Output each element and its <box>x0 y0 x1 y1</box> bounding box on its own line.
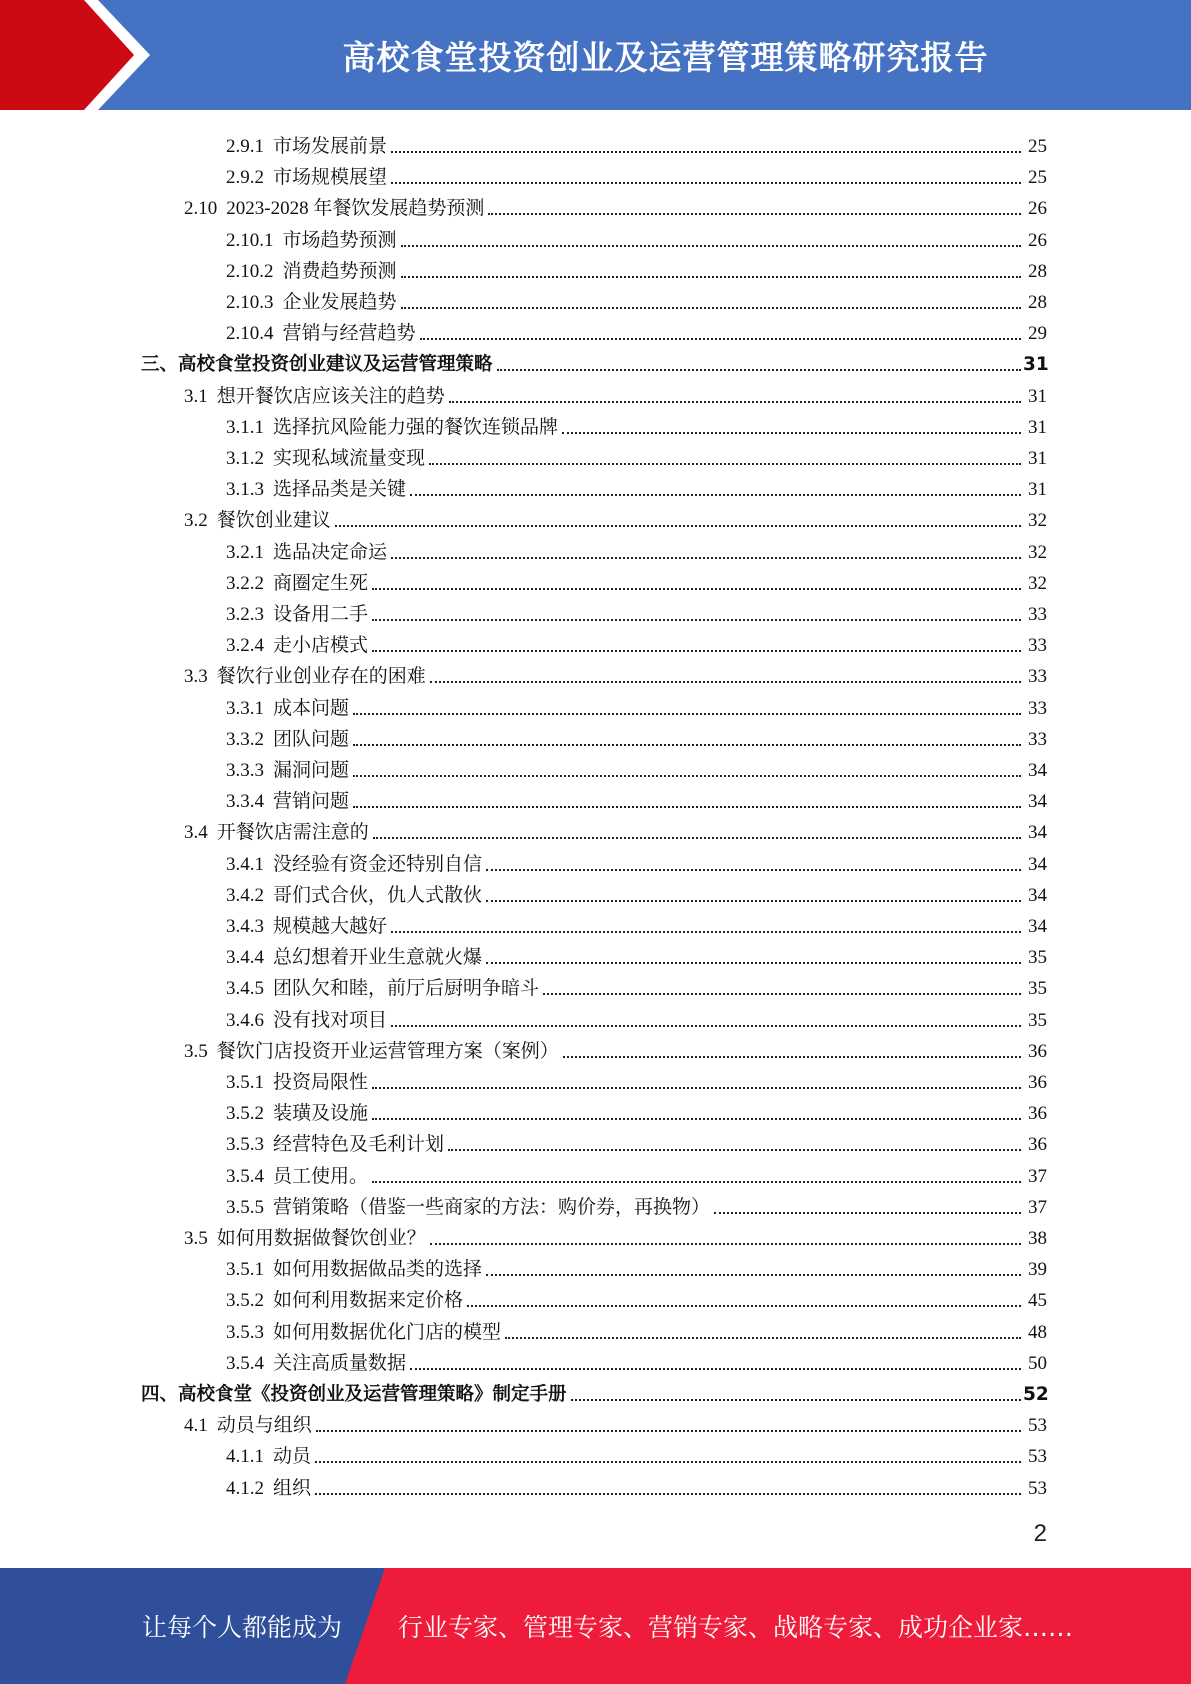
toc-entry-page: 26 <box>1028 229 1047 251</box>
toc-entry-title: 走小店模式 <box>273 635 369 657</box>
footer-slogan-right: 行业专家、管理专家、营销专家、战略专家、成功企业家…… <box>398 1613 1074 1642</box>
toc-dot-leader <box>391 557 1021 559</box>
toc-dot-leader <box>391 151 1021 153</box>
toc-entry-label <box>226 1445 315 1469</box>
toc-entry-label <box>226 1321 505 1345</box>
toc-entry-title: 市场规模展望 <box>273 167 388 189</box>
toc-dot-leader <box>410 494 1021 496</box>
toc-entry-label <box>226 291 401 315</box>
toc-entry[interactable] <box>226 1470 1047 1501</box>
toc-entry-title: 员工使用。 <box>273 1165 369 1187</box>
toc-entry-number: 2.9.2 <box>226 167 264 189</box>
toc-entry-label <box>226 1196 714 1220</box>
toc-dot-leader <box>497 369 1021 371</box>
toc-entry-title: 动员 <box>273 1446 312 1468</box>
toc-entry-page: 31 <box>1028 416 1047 438</box>
toc-dot-leader <box>429 463 1021 465</box>
toc-entry-page: 34 <box>1028 822 1047 844</box>
toc-entry-label <box>226 946 486 970</box>
toc-entry[interactable] <box>226 1314 1047 1345</box>
toc-entry-title: 市场趋势预测 <box>282 229 397 251</box>
toc-dot-leader <box>353 713 1021 715</box>
toc-entry-label <box>226 447 429 471</box>
toc-entry-number: 4.1.2 <box>226 1477 264 1499</box>
toc-entry-page: 32 <box>1028 572 1047 594</box>
toc-entry-page: 36 <box>1028 1103 1047 1125</box>
toc-entry-number: 3.5.3 <box>226 1321 264 1343</box>
toc-entry-number: 3.3 <box>184 666 208 688</box>
toc-entry[interactable] <box>226 534 1047 565</box>
toc-entry[interactable] <box>226 565 1047 596</box>
toc-entry[interactable] <box>226 690 1047 721</box>
toc-entry-page: 34 <box>1028 760 1047 781</box>
toc-entry-page: 35 <box>1028 1009 1047 1031</box>
toc-entry-page: 53 <box>1028 1415 1047 1437</box>
toc-entry-page: 31 <box>1028 385 1047 407</box>
toc-entry[interactable] <box>184 1407 1047 1438</box>
toc-entry[interactable] <box>226 1438 1047 1469</box>
toc-entry[interactable] <box>226 939 1047 970</box>
toc-dot-leader <box>391 182 1021 184</box>
toc-entry-number: 4.1 <box>184 1415 208 1437</box>
toc-entry-number: 3.5.1 <box>226 1259 264 1281</box>
toc-dot-leader <box>430 681 1021 683</box>
toc-dot-leader <box>315 1461 1021 1463</box>
toc-entry[interactable] <box>226 908 1047 939</box>
toc-entry-page: 32 <box>1028 541 1047 563</box>
page-header <box>0 0 1191 110</box>
toc-entry-title: 餐饮创业建议 <box>216 510 331 532</box>
toc-dot-leader <box>401 307 1021 309</box>
toc-entry-title: 三、高校食堂投资创业建议及运营管理策略 <box>141 354 493 376</box>
toc-entry-title: 成本问题 <box>273 697 350 719</box>
toc-entry-page: 53 <box>1028 1446 1047 1468</box>
toc-entry-title: 设备用二手 <box>273 604 369 625</box>
toc-entry-number: 4.1.1 <box>226 1446 264 1468</box>
toc-entry[interactable] <box>226 409 1047 440</box>
toc-entry-page: 26 <box>1028 198 1047 220</box>
toc-entry-title: 没经验有资金还特别自信 <box>273 853 483 875</box>
toc-dot-leader <box>571 1399 1021 1401</box>
toc-entry[interactable] <box>226 1189 1047 1220</box>
toc-entry-page: 25 <box>1028 136 1047 157</box>
toc-entry-number: 3.4.2 <box>226 884 264 906</box>
toc-entry-page: 35 <box>1028 947 1047 969</box>
toc-entry[interactable] <box>226 128 1047 159</box>
toc-entry[interactable] <box>226 970 1047 1001</box>
toc-entry-number: 2.10.3 <box>226 292 274 313</box>
toc-entry-page: 31 <box>1028 448 1047 469</box>
toc-entry[interactable] <box>226 315 1047 346</box>
toc-entry-title: 选择抗风险能力强的餐饮连锁品牌 <box>273 416 559 438</box>
toc-entry-label <box>141 353 497 377</box>
toc-dot-leader <box>714 1212 1021 1214</box>
toc-entry-title: 营销策略（借鉴一些商家的方法：购价券，再换物） <box>273 1196 711 1218</box>
toc-entry[interactable] <box>184 502 1047 533</box>
toc-entry-label <box>226 572 372 596</box>
toc-entry-number: 3.4.1 <box>226 853 264 875</box>
toc-entry-title: 2023-2028 年餐饮发展趋势预测 <box>226 198 485 220</box>
toc-entry[interactable] <box>226 596 1047 627</box>
toc-entry-number: 3.3.4 <box>226 791 264 813</box>
toc-entry-title: 团队问题 <box>273 728 350 750</box>
toc-dot-leader <box>353 806 1021 808</box>
toc-entry[interactable] <box>226 1002 1047 1033</box>
toc-entry-number: 3.5 <box>184 1040 208 1062</box>
toc-entry-number: 3.2.4 <box>226 635 264 657</box>
toc-entry-page: 29 <box>1028 323 1047 345</box>
toc-entry-title: 哥们式合伙，仇人式散伙 <box>273 884 483 906</box>
toc-entry-label <box>226 166 391 190</box>
toc-entry-number: 3.5.2 <box>226 1290 264 1312</box>
toc-entry-label <box>226 759 353 783</box>
header-arrow-decoration <box>0 0 160 110</box>
toc-entry[interactable] <box>226 721 1047 752</box>
toc-dot-leader <box>486 900 1021 902</box>
toc-entry-label <box>226 1165 372 1189</box>
toc-entry-title: 商圈定生死 <box>273 572 369 594</box>
toc-entry-number: 3.4.6 <box>226 1009 264 1031</box>
toc-entry-number: 2.10.2 <box>226 260 274 282</box>
toc-entry-label <box>226 1352 410 1376</box>
toc-entry-label <box>226 260 401 284</box>
toc-entry[interactable] <box>226 1251 1047 1282</box>
toc-entry-label <box>226 322 420 346</box>
toc-entry-label <box>226 1477 315 1501</box>
toc-entry-number: 3.1 <box>184 385 208 407</box>
toc-entry-label <box>226 1009 391 1033</box>
toc-entry-number: 3.2.2 <box>226 572 264 594</box>
toc-entry-label <box>184 509 335 533</box>
toc-entry-page: 50 <box>1028 1352 1047 1374</box>
toc-entry-page: 39 <box>1028 1259 1047 1281</box>
toc-entry-title: 没有找对项目 <box>273 1009 388 1031</box>
toc-entry[interactable] <box>226 159 1047 190</box>
toc-entry-title: 实现私域流量变现 <box>273 448 426 469</box>
toc-entry-number: 3.2.1 <box>226 541 264 563</box>
toc-entry-title: 关注高质量数据 <box>273 1352 407 1374</box>
toc-entry-title: 营销与经营趋势 <box>282 323 416 345</box>
toc-dot-leader <box>373 837 1021 839</box>
toc-entry-number: 3.4.5 <box>226 978 264 1000</box>
toc-dot-leader <box>467 1305 1021 1307</box>
toc-entry-title: 总幻想着开业生意就火爆 <box>273 947 483 969</box>
toc-entry-page: 28 <box>1028 260 1047 282</box>
toc-entry[interactable] <box>226 627 1047 658</box>
toc-entry-page: 28 <box>1028 292 1047 313</box>
toc-entry[interactable] <box>226 846 1047 877</box>
toc-entry[interactable] <box>184 378 1047 409</box>
toc-dot-leader <box>372 1087 1021 1089</box>
toc-entry-number: 2.10.4 <box>226 323 274 345</box>
toc-entry-page: 33 <box>1028 666 1047 688</box>
toc-dot-leader <box>372 588 1021 590</box>
toc-entry-label <box>184 821 373 845</box>
toc-entry-number: 3.4 <box>184 822 208 844</box>
toc-entry-label <box>184 385 449 409</box>
toc-entry-number: 3.3.1 <box>226 697 264 719</box>
toc-entry-title: 团队欠和睦，前厅后厨明争暗斗 <box>273 978 540 1000</box>
toc-entry-label <box>226 135 391 159</box>
toc-entry-number: 3.5 <box>184 1228 208 1249</box>
toc-entry-page: 33 <box>1028 728 1047 750</box>
toc-entry-number: 3.1.1 <box>226 416 264 438</box>
toc-entry-number: 3.3.2 <box>226 728 264 750</box>
toc-dot-leader <box>563 1056 1021 1058</box>
toc-entry-page: 32 <box>1028 510 1047 532</box>
toc-entry-number: 3.4.4 <box>226 947 264 969</box>
toc-entry-label <box>184 1227 430 1251</box>
toc-dot-leader <box>401 276 1021 278</box>
toc-entry-title: 动员与组织 <box>216 1415 312 1437</box>
toc-entry-label <box>226 853 486 877</box>
toc-dot-leader <box>430 1243 1021 1245</box>
toc-entry-label <box>226 697 353 721</box>
toc-entry-page: 36 <box>1028 1040 1047 1062</box>
toc-entry-number: 3.5.2 <box>226 1103 264 1125</box>
toc-entry[interactable] <box>226 284 1047 315</box>
toc-entry-title: 市场发展前景 <box>273 136 388 157</box>
toc-entry-number: 3.3.3 <box>226 760 264 781</box>
toc-dot-leader <box>316 1430 1021 1432</box>
toc-entry-page: 53 <box>1028 1477 1047 1499</box>
toc-entry-title: 四、高校食堂《投资创业及运营管理策略》制定手册 <box>141 1384 567 1405</box>
toc-entry-title: 组织 <box>273 1477 312 1499</box>
toc-entry-title: 选择品类是关键 <box>273 479 407 501</box>
toc-entry-number: 2.10.1 <box>226 229 274 251</box>
toc-entry[interactable] <box>226 471 1047 502</box>
toc-dot-leader <box>486 1274 1021 1276</box>
toc-entry-label <box>226 1258 486 1282</box>
toc-entry-label <box>226 977 543 1001</box>
toc-entry-page: 48 <box>1028 1321 1047 1343</box>
toc-dot-leader <box>449 401 1021 403</box>
toc-entry-page: 34 <box>1028 884 1047 906</box>
page-footer <box>0 1568 1191 1684</box>
toc-entry[interactable] <box>226 877 1047 908</box>
toc-entry-page: 37 <box>1028 1196 1047 1218</box>
toc-entry-number: 2.9.1 <box>226 136 264 157</box>
toc-entry-label <box>141 1383 571 1407</box>
toc-dot-leader <box>401 245 1021 247</box>
toc-entry-title: 企业发展趋势 <box>282 292 397 313</box>
toc-entry-number: 3.1.2 <box>226 448 264 469</box>
toc-entry[interactable] <box>184 1033 1047 1064</box>
toc-entry-label <box>226 603 372 627</box>
toc-entry[interactable] <box>226 440 1047 471</box>
toc-entry-label <box>226 1133 448 1157</box>
toc-entry-page: 52 <box>1023 1384 1049 1405</box>
toc-entry[interactable] <box>226 222 1047 253</box>
toc-entry-title: 营销问题 <box>273 791 350 813</box>
toc-entry-page: 33 <box>1028 604 1047 625</box>
toc-dot-leader <box>315 1493 1021 1495</box>
toc-entry[interactable] <box>226 1095 1047 1126</box>
toc-entry-number: 3.5.1 <box>226 1072 264 1093</box>
toc-entry-page: 34 <box>1028 791 1047 813</box>
toc-entry-page: 31 <box>1023 354 1049 376</box>
page-number: 2 <box>1033 1520 1047 1547</box>
toc-entry-label <box>184 197 488 221</box>
toc-entry[interactable] <box>184 658 1047 689</box>
toc-entry-title: 如何用数据做品类的选择 <box>273 1259 483 1281</box>
toc-dot-leader <box>391 1025 1021 1027</box>
report-title: 高校食堂投资创业及运营管理策略研究报告 <box>342 37 989 77</box>
toc-entry-title: 如何用数据做餐饮创业？ <box>216 1228 426 1249</box>
toc-entry-title: 装璜及设施 <box>273 1103 369 1125</box>
toc-dot-leader <box>372 1118 1021 1120</box>
toc-entry-label <box>226 1102 372 1126</box>
toc-entry-label <box>226 541 391 565</box>
toc-entry-label <box>184 1040 563 1064</box>
toc-entry[interactable] <box>184 814 1047 845</box>
footer-slogan-left: 让每个人都能成为 <box>142 1613 343 1642</box>
toc-entry-page: 31 <box>1028 479 1047 501</box>
toc-dot-leader <box>410 1368 1021 1370</box>
toc-entry-number: 3.5.5 <box>226 1196 264 1218</box>
toc-entry-page: 34 <box>1028 853 1047 875</box>
toc-dot-leader <box>372 1181 1021 1183</box>
toc-dot-leader <box>372 650 1021 652</box>
toc-entry-number: 3.5.4 <box>226 1165 264 1187</box>
toc-entry[interactable] <box>141 346 1047 377</box>
toc-entry-title: 消费趋势预测 <box>282 260 397 282</box>
toc-entry-page: 36 <box>1028 1072 1047 1093</box>
toc-entry-title: 经营特色及毛利计划 <box>273 1134 445 1156</box>
toc-entry-title: 规模越大越好 <box>273 916 388 937</box>
toc-entry-page: 36 <box>1028 1134 1047 1156</box>
toc-entry-label <box>226 634 372 658</box>
toc-entry[interactable] <box>226 1282 1047 1313</box>
toc-entry-number: 2.10 <box>184 198 218 220</box>
toc-dot-leader <box>372 619 1021 621</box>
toc-entry-page: 33 <box>1028 635 1047 657</box>
toc-entry[interactable] <box>226 1345 1047 1376</box>
toc-entry-number: 3.5.3 <box>226 1134 264 1156</box>
toc-entry-number: 3.1.3 <box>226 479 264 501</box>
toc-entry-title: 选品决定命运 <box>273 541 388 563</box>
toc-entry-page: 37 <box>1028 1165 1047 1187</box>
toc-entry-title: 投资局限性 <box>273 1072 369 1093</box>
toc-entry-label <box>226 884 486 908</box>
toc-dot-leader <box>543 993 1021 995</box>
toc-entry-label <box>226 915 391 939</box>
toc-entry[interactable] <box>226 1158 1047 1189</box>
toc-entry-page: 33 <box>1028 697 1047 719</box>
toc-entry[interactable] <box>141 1376 1047 1407</box>
toc-entry-label <box>184 665 430 689</box>
toc-entry[interactable] <box>226 783 1047 814</box>
toc-entry-page: 38 <box>1028 1228 1047 1249</box>
toc-entry-title: 如何用数据优化门店的模型 <box>273 1321 502 1343</box>
toc-dot-leader <box>420 338 1021 340</box>
toc-entry-label <box>226 728 353 752</box>
toc-dot-leader <box>562 432 1021 434</box>
toc-entry-label <box>226 1289 467 1313</box>
toc-entry[interactable] <box>226 1126 1047 1157</box>
toc-entry[interactable] <box>226 253 1047 284</box>
toc-entry[interactable] <box>226 1064 1047 1095</box>
toc-entry[interactable] <box>226 752 1047 783</box>
toc-entry-page: 25 <box>1028 167 1047 189</box>
toc-entry-number: 3.5.4 <box>226 1352 264 1374</box>
toc-entry-title: 想开餐饮店应该关注的趋势 <box>216 385 445 407</box>
toc-dot-leader <box>391 931 1021 933</box>
toc-entry-label <box>226 478 410 502</box>
toc-dot-leader <box>353 775 1021 777</box>
toc-entry-number: 3.4.3 <box>226 916 264 937</box>
toc-dot-leader <box>488 213 1021 215</box>
toc-entry-number: 3.2.3 <box>226 604 264 625</box>
toc-entry-label <box>226 790 353 814</box>
toc-entry-page: 45 <box>1028 1290 1047 1312</box>
toc-entry-title: 漏洞问题 <box>273 760 350 781</box>
toc-entry[interactable] <box>184 190 1047 221</box>
toc-entry-label <box>184 1414 316 1438</box>
toc-dot-leader <box>505 1337 1021 1339</box>
toc-entry-title: 开餐饮店需注意的 <box>216 822 369 844</box>
toc-entry-label <box>226 229 401 253</box>
toc-entry-page: 34 <box>1028 916 1047 937</box>
toc-entry-label <box>226 416 562 440</box>
toc-entry-label <box>226 1071 372 1095</box>
toc-dot-leader <box>353 744 1021 746</box>
toc-entry-number: 3.2 <box>184 510 208 532</box>
toc-entry[interactable] <box>184 1220 1047 1251</box>
toc-dot-leader <box>448 1149 1021 1151</box>
toc-dot-leader <box>335 525 1021 527</box>
toc-dot-leader <box>486 869 1021 871</box>
toc-dot-leader <box>486 962 1021 964</box>
toc-entry-title: 餐饮门店投资开业运营管理方案（案例） <box>216 1040 559 1062</box>
toc-entry-title: 如何利用数据来定价格 <box>273 1290 464 1312</box>
toc-entry-title: 餐饮行业创业存在的困难 <box>216 666 426 688</box>
toc-entry-page: 35 <box>1028 978 1047 1000</box>
